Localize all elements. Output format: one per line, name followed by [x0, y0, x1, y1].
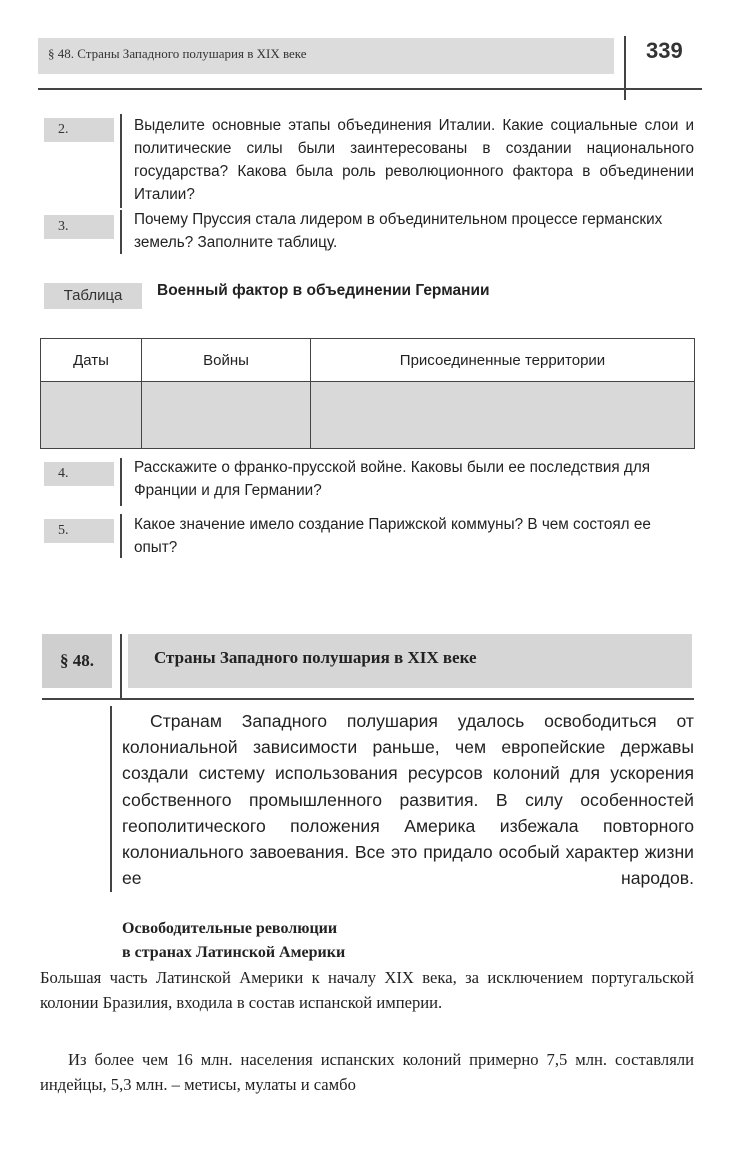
intro-divider — [110, 706, 112, 892]
section-divider — [120, 634, 122, 698]
table-cell — [41, 382, 142, 449]
question-text-5: Какое значение имело создание Парижской коммуны? В чем состоял ее опыт? — [134, 516, 651, 556]
question-number-3: 3. — [44, 215, 114, 239]
section-number: § 48. — [42, 634, 112, 688]
question-divider — [120, 210, 122, 254]
question-number-2: 2. — [44, 118, 114, 142]
question-number-5: 5. — [44, 519, 114, 543]
question-divider — [120, 114, 122, 208]
table-header-cell: Войны — [142, 339, 311, 382]
section-title: Страны Западного полушария в XIX веке — [154, 648, 477, 667]
page-number: 339 — [646, 38, 683, 63]
question-text-4: Расскажите о франко-прусской войне. Каковы были ее последствия для Франции и для Германии? — [134, 459, 651, 499]
running-header-title: § 48. Страны Западного полушария в XIX веке — [48, 46, 307, 61]
table-caption: Военный фактор в объединении Германии — [157, 282, 490, 299]
section-intro — [122, 708, 694, 891]
question-number-4: 4. — [44, 462, 114, 486]
subheading-line-2: в странах Латинской Америки — [122, 944, 346, 961]
question-text-3: Почему Пруссия стала лидером в объединительном процессе германских земель? Заполните таблицу. — [134, 211, 663, 251]
subheading-line-1: Освободительные революции — [122, 920, 338, 937]
table-header-cell: Даты — [41, 339, 142, 382]
table-row — [41, 382, 695, 449]
table-label: Таблица — [44, 283, 142, 309]
question-divider — [120, 514, 122, 558]
question-divider — [120, 458, 122, 506]
table-header-cell: Присоединенные территории — [311, 339, 695, 382]
header-divider — [624, 36, 626, 100]
section-intro-text: Странам Западного полушария удалось освободиться от колониальной зависимости раньше, чем европейские державы создали систему использования ресурсов колоний для ускорения собственного промышленного развития. В силу особенностей геополитического положения Америка избежала повторного колониального завоевания. Все это придало особый характер жизни ее народов. — [122, 711, 694, 889]
header-rule — [38, 88, 702, 90]
table-cell — [311, 382, 695, 449]
question-text-2: Выделите основные этапы объединения Италии. Какие социальные слои и политические силы были заинтересованы в создании национального государства? Какова была роль революционного фактора в объединении Италии? — [134, 117, 694, 203]
table-cell — [142, 382, 311, 449]
section-rule — [42, 698, 694, 700]
body-paragraph-2: Из более чем 16 млн. населения испанских колоний примерно 7,5 млн. составляли индейцы, 5,3 млн. – метисы, мулаты и самбо — [40, 1050, 694, 1094]
subheading — [122, 917, 345, 965]
data-table — [40, 338, 695, 449]
body-paragraph-1: Большая часть Латинской Америки к началу XIX века, за исключением португальской колонии Бразилия, входила в состав испанской империи. — [40, 968, 694, 1012]
